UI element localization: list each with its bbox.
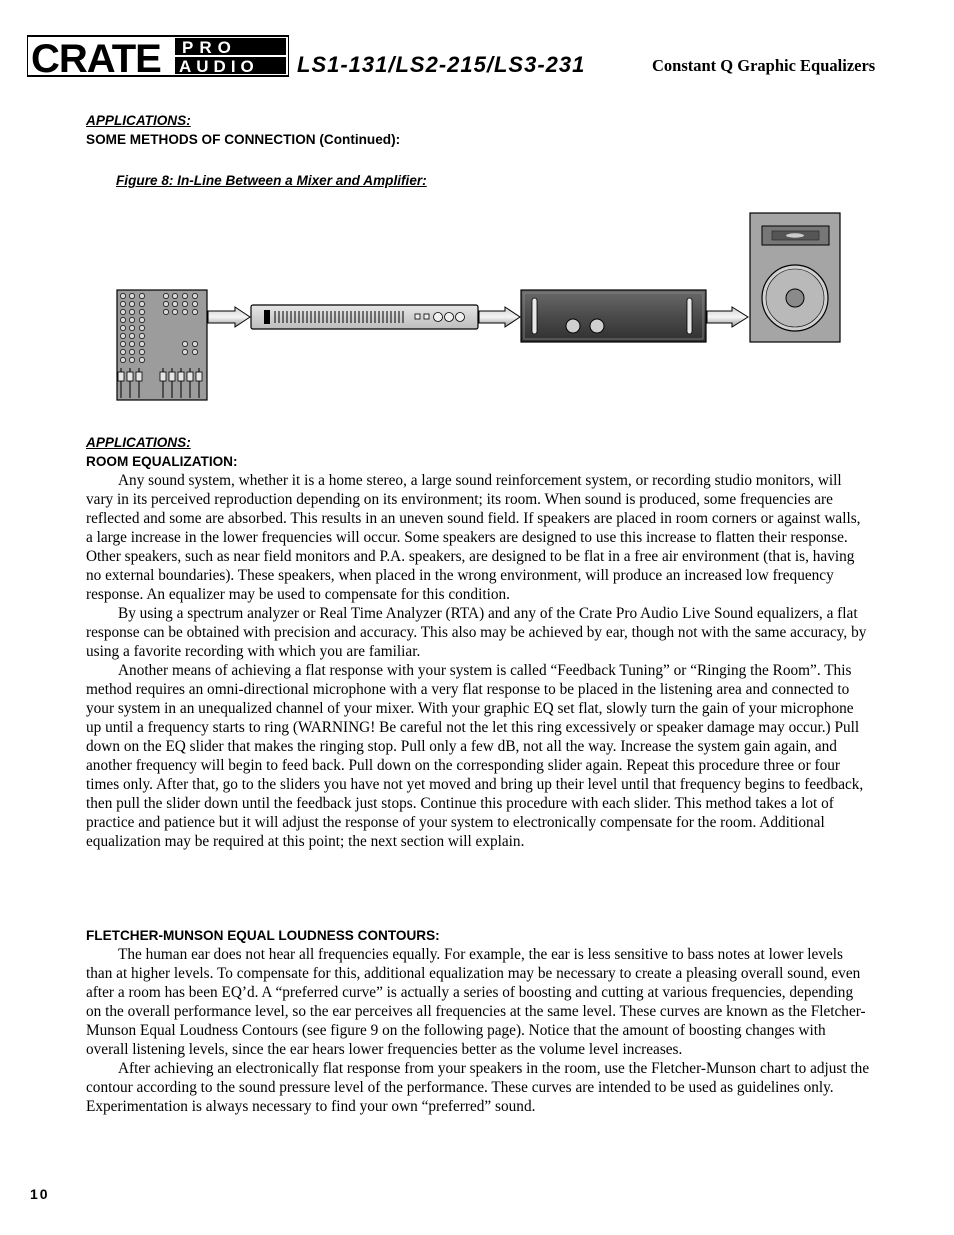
logo-sub-top: PRO (182, 38, 237, 57)
applications-label-2: APPLICATIONS: (86, 435, 191, 450)
signal-arrow-3 (707, 307, 748, 327)
connection-heading: SOME METHODS OF CONNECTION (Continued): (86, 132, 401, 147)
model-title: LS1-131/LS2-215/LS3-231 (297, 52, 586, 77)
product-subtitle: Constant Q Graphic Equalizers (652, 56, 876, 75)
power-amplifier-device (521, 290, 706, 342)
speaker-cabinet-device (750, 213, 840, 342)
fletcher-munson-paragraph-2: After achieving an electronically flat response from your speakers in the room, use the Fletcher-Munson chart to adjust the contour according to the sound pressure level of the performance. These curves are intended to be used as guidelines only. Experimentation is always necessary to find your own “preferred” sound. (86, 1060, 870, 1115)
figure-8-caption: Figure 8: In-Line Between a Mixer and Amplifier: (116, 173, 427, 188)
room-eq-paragraph-1: Any sound system, whether it is a home stereo, a large sound reinforcement system, or recording studio monitors, will vary in its perceived reproduction depending on its environment; its room. When sound is produced, some frequencies are reflected and some are absorbed. This results in an uneven sound field. If speakers are placed in room corners or against walls, a large increase in the lower frequencies will occur. Some speakers are designed to use this increase to flatten their response. Other speakers, such as near field monitors and P.A. speakers, are designed to be flat in a free air environment (that is, having no external boundaries). These speakers, when placed in the wrong environment, will produce an increased low frequency response. An equalizer may be used to compensate for this condition. (86, 472, 861, 603)
page-number: 10 (30, 1186, 50, 1202)
figure-8-diagram (110, 210, 850, 405)
logo-sub-bottom: AUDIO (179, 57, 259, 76)
fletcher-munson-paragraph-1: The human ear does not hear all frequencies equally. For example, the ear is less sensitive to bass notes at lower levels than at higher levels. To compensate for this, additional equalization may be necessary to create a pleasing overall sound, even after a room has been EQ’d. A “preferred curve” is actually a series of boosting and cutting at various frequencies, depending on the overall performance level, so the ear perceives all frequencies at the same level. These curves are known as the Fletcher-Munson Equal Loudness Contours (see figure 9 on the following page). Notice that the amount of boosting changes with overall listening levels, since the ear hears lower frequencies better as the volume level increases. (86, 946, 866, 1058)
room-eq-paragraph-3: Another means of achieving a flat response with your system is called “Feedback Tuning” or “Ringing the Room”. This method requires an omni-directional microphone with a very flat response to be placed in the listening area and connected to your system in an unequalized channel of your mixer. With your graphic EQ set flat, slowly turn the gain of your microphone up until a frequency starts to ring (WARNING! Be careful not the let this ring excessively or speaker damage may occur.) Pull down on the EQ slider that makes the ringing stop. Pull only a few dB, not all the way. Increase the system gain again, and another frequency will begin to feed back. Pull down on the corresponding slider again. Repeat this procedure three or four times only. After that, go to the sliders you have not yet moved and bring up their level until that frequency begins to feedback, then pull the slider down until the feedback just stops. Continue this procedure with each slider. This method takes a lot of practice and patience but it will adjust the response of your system to electronically compensate for the room. Additional equalization may be required at this point; the next section will explain. (86, 662, 864, 850)
signal-arrow-2 (479, 307, 520, 327)
mixer-device (117, 290, 207, 400)
room-eq-paragraph-2: By using a spectrum analyzer or Real Time Analyzer (RTA) and any of the Crate Pro Audio Live Sound equalizers, a flat response can be obtained with precision and accuracy. This also may be achieved by ear, though not with the same accuracy, by using a favorite recording with which you are familiar. (86, 605, 867, 660)
applications-label-1: APPLICATIONS: (86, 113, 191, 128)
room-eq-section (86, 433, 871, 851)
crate-pro-audio-logo (27, 34, 289, 78)
fletcher-munson-heading: FLETCHER-MUNSON EQUAL LOUDNESS CONTOURS: (86, 928, 440, 943)
room-eq-heading: ROOM EQUALIZATION: (86, 454, 238, 469)
fletcher-munson-section (86, 926, 871, 1116)
logo-word: CRATE (31, 37, 161, 78)
connection-section (86, 111, 871, 149)
graphic-equalizer-device (251, 305, 478, 329)
signal-arrow-1 (208, 307, 250, 327)
page-header (27, 34, 902, 78)
